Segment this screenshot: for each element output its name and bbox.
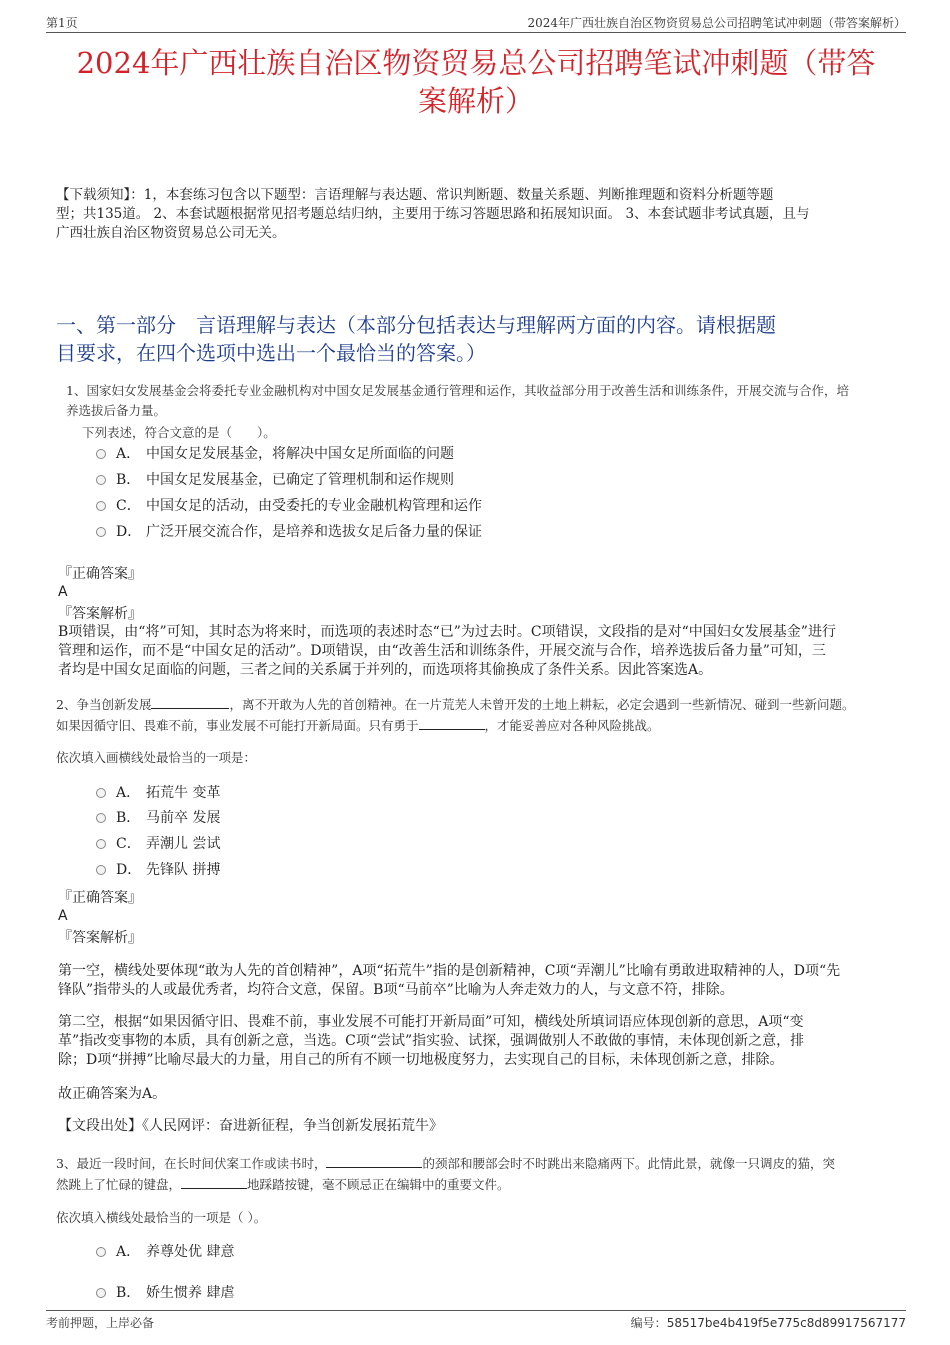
question-1-analysis: B项错误，由“将”可知，其时态为将来时，而选项的表述时态“已”为过去时。C项错误，文段指的是对“中国妇女发展基金”进行 管理和运作，而不是“中国女足的活动”。D项错误，由“改善生活和训练条件，开展交流与合作，培养选拔后备力量”可知，三 者均是中国女足面临的问题，三者之间的关系属于并列的，而选项将其偷换成了条件关系。因此答案选A。 — [58, 624, 836, 678]
radio-icon[interactable] — [96, 1288, 106, 1298]
radio-icon[interactable] — [96, 788, 106, 798]
question-1-option-c[interactable]: C． 中国女足的活动，由受委托的专业金融机构管理和运作 — [96, 497, 482, 515]
blank-line[interactable] — [419, 715, 485, 730]
section-heading-line-1: 一、第一部分 言语理解与表达（本部分包括表达与理解两方面的内容。请根据题 — [56, 313, 776, 337]
question-3-option-b[interactable]: B． 娇生惯养 肆虐 — [96, 1284, 234, 1302]
radio-icon[interactable] — [96, 813, 106, 823]
question-2-option-c[interactable]: C． 弄潮儿 尝试 — [96, 835, 220, 853]
notice-line-1: 【下载须知】：1，本套练习包含以下题型：言语理解与表达题、常识判断题、数量关系题、判断推理题和资料分析题等题 — [56, 187, 774, 203]
question-1-line-1: 1、国家妇女发展基金会将委托专业金融机构对中国女足发展基金通行管理和运作，其收益部分用于改善生活和训练条件，开展交流与合作，培 — [66, 383, 849, 398]
question-2-source: 【文段出处】《人民网评：奋进新征程，争当创新发展拓荒牛》 — [58, 1118, 443, 1134]
question-2-option-a[interactable]: A． 拓荒牛 变革 — [96, 784, 220, 802]
question-2-answer: A — [58, 908, 68, 924]
question-2-stem: 2、争当创新发展 ，离不开敢为人先的首创精神。在一片荒芜人未曾开发的土地上耕耘，必定会遇到一些新情况、碰到一些新问题。 如果因循守旧、畏难不前，事业发展不可能打开新局面。只有勇于 ，才能妥善应对各种风险挑战。 — [56, 694, 906, 736]
question-2-conclusion: 故正确答案为A。 — [58, 1086, 167, 1102]
blank-line[interactable] — [181, 1174, 247, 1189]
question-3-prompt: 依次填入横线处最恰当的一项是（ ）。 — [56, 1210, 267, 1225]
radio-icon[interactable] — [96, 449, 106, 459]
section-heading — [56, 311, 898, 367]
question-1-option-d[interactable]: D． 广泛开展交流合作，是培养和选拔女足后备力量的保证 — [96, 523, 482, 541]
blank-line[interactable] — [151, 694, 229, 709]
footer-slogan: 考前押题，上岸必备 — [46, 1316, 155, 1330]
radio-icon[interactable] — [96, 501, 106, 511]
question-1-option-a[interactable]: A． 中国女足发展基金，将解决中国女足所面临的问题 — [96, 445, 454, 463]
radio-icon[interactable] — [96, 865, 106, 875]
question-2-analysis-heading: 『答案解析』 — [58, 930, 142, 946]
header-doc-title: 2024年广西壮族自治区物资贸易总公司招聘笔试冲刺题（带答案解析） — [527, 16, 906, 30]
question-1-answer-heading: 『正确答案』 — [58, 566, 142, 582]
question-2-prompt: 依次填入画横线处最恰当的一项是： — [56, 750, 257, 765]
header-divider — [46, 32, 906, 33]
blank-line[interactable] — [326, 1153, 422, 1168]
page-title-line-2: 案解析） — [417, 84, 534, 118]
footer-document-id: 编号：58517be4b419f5e775c8d89917567177 — [630, 1316, 906, 1330]
download-notice — [56, 186, 898, 243]
page-title-line-1: 2024年广西壮族自治区物资贸易总公司招聘笔试冲刺题（带答 — [76, 46, 876, 80]
question-1-stem — [66, 381, 906, 421]
radio-icon[interactable] — [96, 839, 106, 849]
question-3-option-a[interactable]: A． 养尊处优 肆意 — [96, 1243, 234, 1261]
question-1-answer: A — [58, 584, 68, 600]
page-title — [46, 44, 906, 120]
question-1-prompt: 下列表述，符合文意的是（ ）。 — [82, 425, 276, 440]
notice-line-2: 型；共135道。 2、本套试题根据常见招考题总结归纳，主要用于练习答题思路和拓展知识面。 3、本套试题非考试真题，且与 — [56, 206, 810, 222]
question-1-line-2: 养选拔后备力量。 — [66, 403, 167, 418]
question-1-analysis-heading: 『答案解析』 — [58, 606, 142, 622]
question-3-stem: 3、最近一段时间，在长时间伏案工作或读书时， 的颈部和腰部会时不时跳出来隐痛两下。此情此景，就像一只调皮的猫，突 然跳上了忙碌的键盘， 地踩踏按键，毫不顾忌正在编辑中的重要文件。 — [56, 1153, 906, 1195]
radio-icon[interactable] — [96, 1247, 106, 1257]
question-2-analysis-paragraph-2: 第二空，根据“如果因循守旧、畏难不前，事业发展不可能打开新局面”可知，横线处所填词语应体现创新的意思，A项“变 革”指改变事物的本质，具有创新之意，当选。C项“尝试”指实验、试探，强调做别人不敢做的事情，未体现创新之意，排 除；D项“拼搏”比喻尽最大的力量，用自己的所有不顾一切地极度努力，去实现自己的目标，未体现创新之意，排除。 — [58, 1014, 805, 1068]
radio-icon[interactable] — [96, 527, 106, 537]
question-2-analysis-paragraph-1: 第一空，横线处要体现“敢为人先的首创精神”，A项“拓荒牛”指的是创新精神，C项“弄潮儿”比喻有勇敢进取精神的人，D项“先 锋队”指带头的人或最优秀者，均符合文意，保留。B项“马前卒”比喻为人奔走效力的人，与文意不符，排除。 — [58, 963, 841, 998]
notice-line-3: 广西壮族自治区物资贸易总公司无关。 — [56, 225, 286, 241]
question-2-answer-heading: 『正确答案』 — [58, 890, 142, 906]
question-1-option-b[interactable]: B． 中国女足发展基金，已确定了管理机制和运作规则 — [96, 471, 454, 489]
section-heading-line-2: 目要求，在四个选项中选出一个最恰当的答案。） — [56, 341, 486, 365]
question-2-option-d[interactable]: D． 先锋队 拼搏 — [96, 861, 220, 879]
question-2-option-b[interactable]: B． 马前卒 发展 — [96, 809, 220, 827]
radio-icon[interactable] — [96, 475, 106, 485]
page-number: 第1页 — [46, 16, 78, 30]
footer-divider — [46, 1310, 906, 1311]
